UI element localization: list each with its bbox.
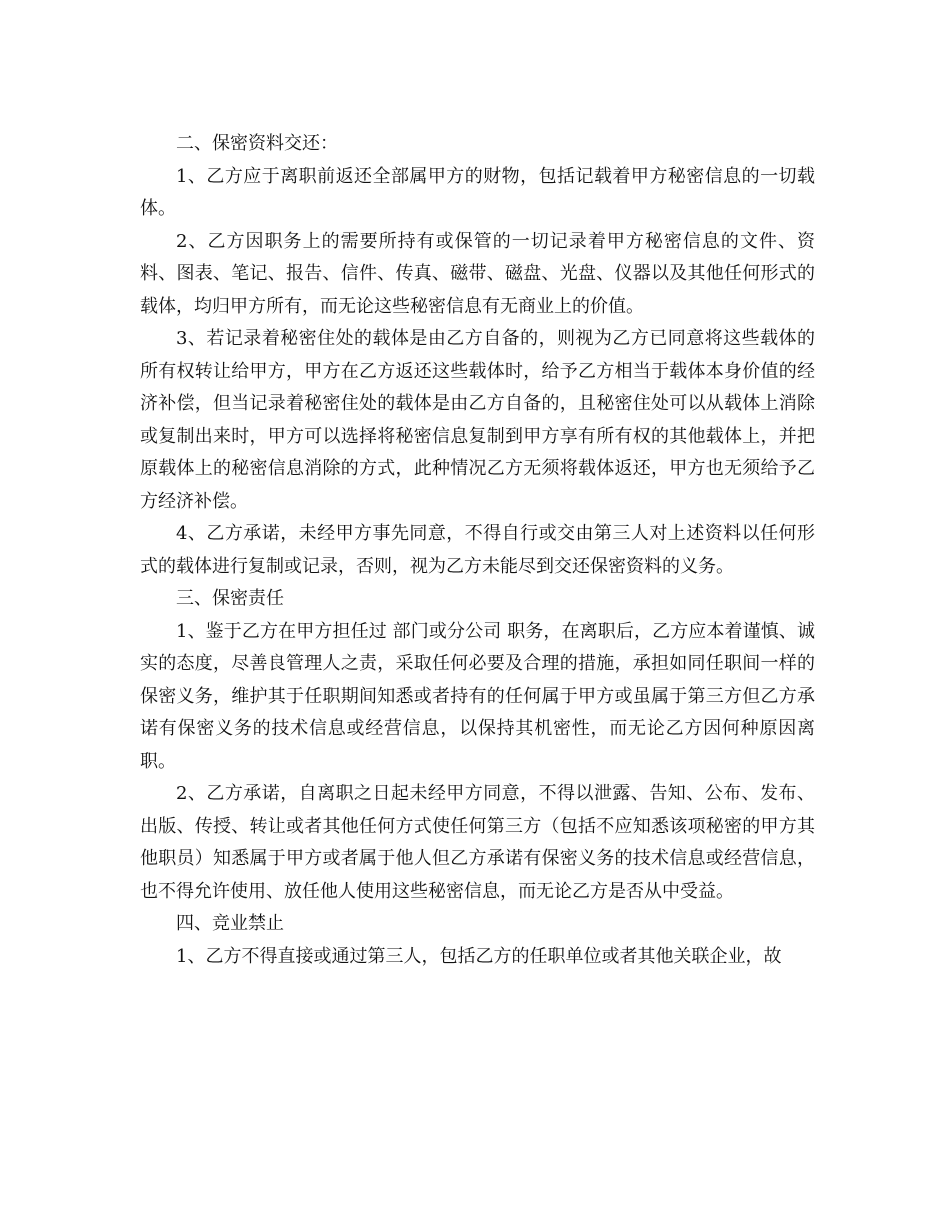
section-heading-return-materials: 二、保密资料交还：	[176, 133, 338, 154]
paragraph-confidentiality-obligation: 1、鉴于乙方在甲方担任过 部门或分公司 职务，在离职后，乙方应本着谨慎、诚实的态度，尽善良管理人之责，采取任何必要及合理的措施，承担如同任职间一样的保密义务，维护其于任职期间知悉或者持有的任何属于甲方或虽属于第三方但乙方承诺有保密义务的技术信息或经营信息，以保持其机密性，而无论乙方因何种原因离职。	[140, 620, 815, 772]
paragraph-self-provided-carriers: 3、若记录着秘密住处的载体是由乙方自备的，则视为乙方已同意将这些载体的所有权转让给甲方，甲方在乙方返还这些载体时，给予乙方相当于载体本身价值的经济补偿，但当记录着秘密住处的载体是由乙方自备的，且秘密住处可以从载体上消除或复制出来时，甲方可以选择将秘密信息复制到甲方享有所有权的其他载体上，并把原载体上的秘密信息消除的方式，此种情况乙方无须将载体返还，甲方也无须给予乙方经济补偿。	[140, 328, 815, 512]
paragraph-no-copying: 4、乙方承诺，未经甲方事先同意，不得自行或交由第三人对上述资料以任何形式的载体进行复制或记录，否则，视为乙方未能尽到交还保密资料的义务。	[140, 523, 815, 577]
paragraph-carriers-ownership: 2、乙方因职务上的需要所持有或保管的一切记录着甲方秘密信息的文件、资料、图表、笔记、报告、信件、传真、磁带、磁盘、光盘、仪器以及其他任何形式的载体，均归甲方所有，而无论这些秘密信息有无商业上的价值。	[140, 230, 815, 317]
section-heading-non-compete: 四、竞业禁止	[176, 913, 284, 934]
paragraph-return-property: 1、乙方应于离职前返还全部属甲方的财物，包括记载着甲方秘密信息的一切载体。	[140, 165, 815, 219]
section-heading-confidentiality-duty: 三、保密责任	[176, 588, 284, 609]
document-body	[140, 128, 815, 973]
paragraph-non-compete-clause: 1、乙方不得直接或通过第三人，包括乙方的任职单位或者其他关联企业，故	[176, 945, 782, 967]
paragraph-no-disclosure: 2、乙方承诺，自离职之日起未经甲方同意，不得以泄露、告知、公布、发布、出版、传授、转让或者其他任何方式使任何第三方（包括不应知悉该项秘密的甲方其他职员）知悉属于甲方或者属于他人但乙方承诺有保密义务的技术信息或经营信息，也不得允许使用、放任他人使用这些秘密信息，而无论乙方是否从中受益。	[140, 783, 815, 902]
